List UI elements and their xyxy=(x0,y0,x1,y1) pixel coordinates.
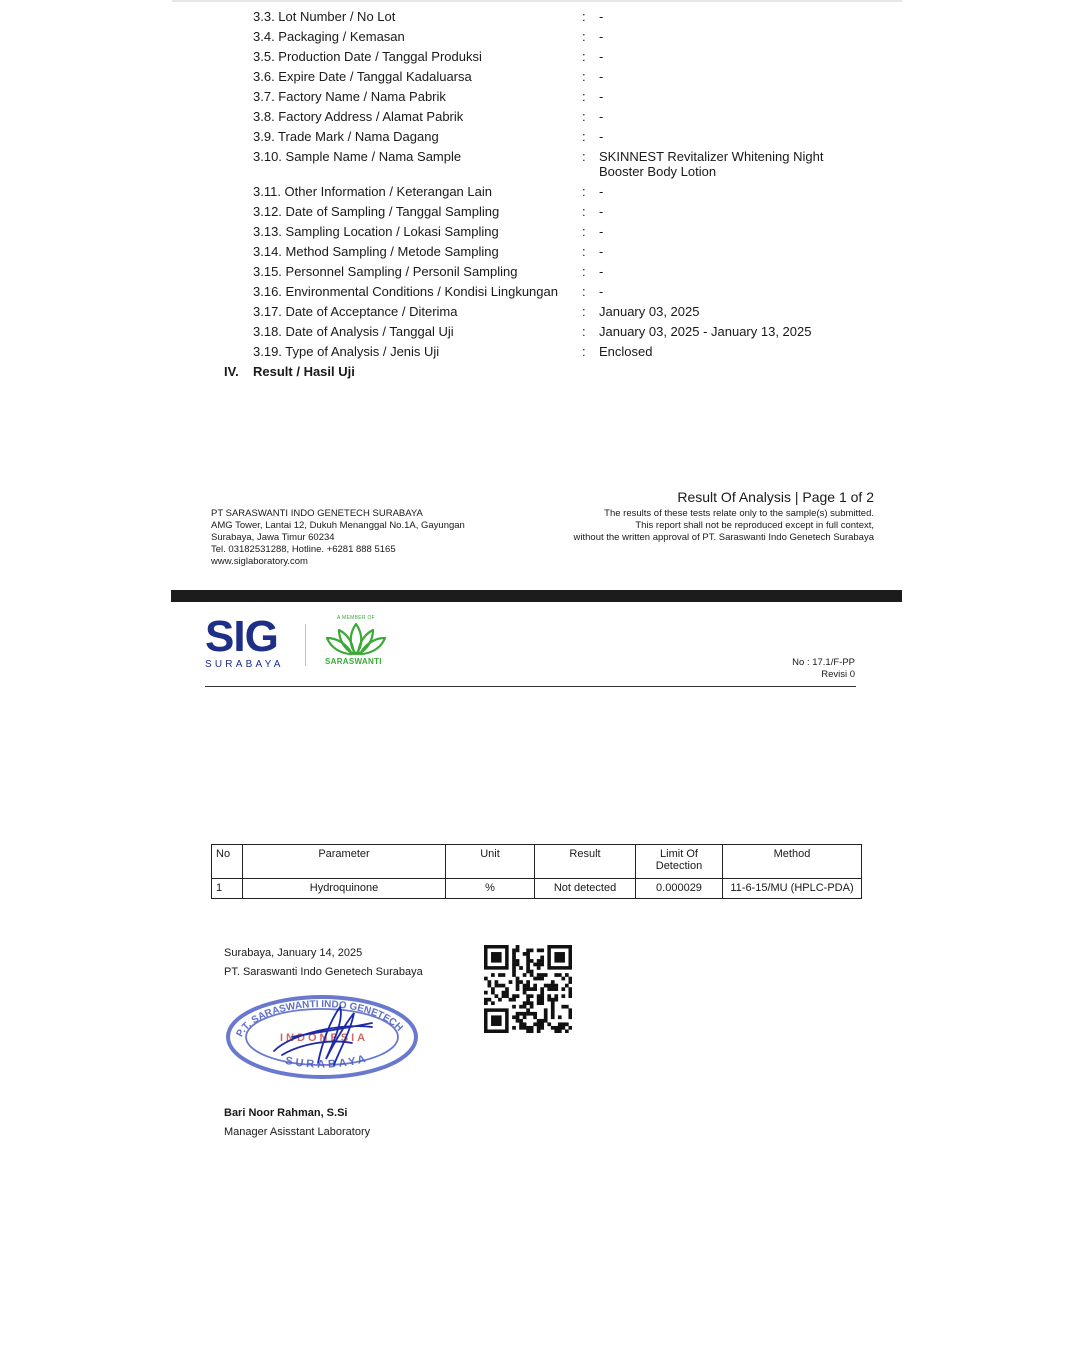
doc-no-line: No : 17.1/F-PP xyxy=(792,657,855,668)
section-number: IV. xyxy=(224,364,239,379)
field-value: - xyxy=(599,224,604,239)
stamp-bottom-text: SURABAYA xyxy=(284,1052,370,1071)
col-method: Method xyxy=(723,845,862,879)
address-line-2: Surabaya, Jawa Timur 60234 xyxy=(211,532,335,543)
disclaimer-note: The results of these tests relate only to the sample(s) submitted. This report shall not be reproduced except in full context, without the written approval of PT. Saraswanti Indo Genetech Surabaya xyxy=(573,508,874,543)
cell-result: Not detected xyxy=(535,879,636,899)
field-colon: : xyxy=(582,149,586,164)
field-value: - xyxy=(599,244,604,259)
field-label: 3.11. Other Information / Keterangan Lain xyxy=(253,184,492,199)
member-of-label: A MEMBER OF xyxy=(337,615,376,621)
field-label: 3.15. Personnel Sampling / Personil Sampling xyxy=(253,264,518,279)
field-value: - xyxy=(599,109,604,124)
field-colon: : xyxy=(582,304,586,319)
field-value: January 03, 2025 - January 13, 2025 xyxy=(599,324,812,339)
field-value: - xyxy=(599,184,604,199)
table-header-row xyxy=(212,845,862,879)
section-title: Result / Hasil Uji xyxy=(253,364,355,379)
field-value: - xyxy=(599,129,604,144)
field-label: 3.4. Packaging / Kemasan xyxy=(253,29,405,44)
header-rule xyxy=(205,686,856,687)
cell-no: 1 xyxy=(212,879,243,899)
cell-unit: % xyxy=(446,879,535,899)
field-colon: : xyxy=(582,344,586,359)
field-colon: : xyxy=(582,69,586,84)
field-colon: : xyxy=(582,224,586,239)
stamp-mid-text: INDONESIA xyxy=(280,1032,369,1044)
field-value: - xyxy=(599,284,604,299)
field-colon: : xyxy=(582,204,586,219)
sig-logo xyxy=(205,612,284,670)
field-label: 3.13. Sampling Location / Lokasi Sampling xyxy=(253,224,499,239)
field-value: - xyxy=(599,89,604,104)
field-label: 3.3. Lot Number / No Lot xyxy=(253,9,396,24)
col-limit-of-detection: Limit Of Detection xyxy=(636,845,723,879)
sign-place-date: Surabaya, January 14, 2025 xyxy=(224,947,363,959)
field-colon: : xyxy=(582,9,586,24)
signatory-title: Manager Asisstant Laboratory xyxy=(224,1126,371,1138)
field-value: - xyxy=(599,204,604,219)
field-colon: : xyxy=(582,89,586,104)
field-label: 3.16. Environmental Conditions / Kondisi Lingkungan xyxy=(253,284,558,299)
page-label: Result Of Analysis | Page 1 of 2 xyxy=(677,489,874,505)
field-value: - xyxy=(599,29,604,44)
field-value: January 03, 2025 xyxy=(599,304,700,319)
company-name: PT SARASWANTI INDO GENETECH SURABAYA xyxy=(211,508,423,519)
field-colon: : xyxy=(582,324,586,339)
col-no: No xyxy=(212,845,243,879)
field-label: 3.14. Method Sampling / Metode Sampling xyxy=(253,244,499,259)
stamp-top-text: P.T. SARASWANTI INDO GENETECH xyxy=(234,998,405,1040)
col-unit: Unit xyxy=(446,845,535,879)
top-edge-line xyxy=(172,0,902,2)
result-table xyxy=(211,844,862,899)
address-line-1: AMG Tower, Lantai 12, Dukuh Menanggal No.1A, Gayungan xyxy=(211,520,465,531)
field-value: - xyxy=(599,69,604,84)
field-value: - xyxy=(599,264,604,279)
document-number xyxy=(792,657,855,681)
field-label: 3.9. Trade Mark / Nama Dagang xyxy=(253,129,439,144)
field-label: 3.6. Expire Date / Tanggal Kadaluarsa xyxy=(253,69,472,84)
field-colon: : xyxy=(582,109,586,124)
sig-logo-text: SIG xyxy=(205,612,278,661)
saraswanti-leaf-icon xyxy=(325,620,387,656)
field-value: Enclosed xyxy=(599,344,653,359)
logo-separator xyxy=(305,624,306,666)
field-label: 3.19. Type of Analysis / Jenis Uji xyxy=(253,344,440,359)
saraswanti-logo-text: SARASWANTI xyxy=(325,657,382,666)
field-colon: : xyxy=(582,184,586,199)
page-divider xyxy=(171,590,902,602)
field-value: - xyxy=(599,49,604,64)
field-colon: : xyxy=(582,29,586,44)
field-label: 3.7. Factory Name / Nama Pabrik xyxy=(253,89,446,104)
field-colon: : xyxy=(582,284,586,299)
cell-method: 11-6-15/MU (HPLC-PDA) xyxy=(723,879,862,899)
field-colon: : xyxy=(582,264,586,279)
field-colon: : xyxy=(582,244,586,259)
field-colon: : xyxy=(582,49,586,64)
revision-line: Revisi 0 xyxy=(821,669,855,680)
website-link[interactable]: www.siglaboratory.com xyxy=(211,556,308,567)
qr-code-icon[interactable] xyxy=(484,945,572,1033)
field-label: 3.10. Sample Name / Nama Sample xyxy=(253,149,462,164)
phone-line: Tel. 03182531288, Hotline. +6281 888 5165 xyxy=(211,544,396,555)
cell-limit: 0.000029 xyxy=(636,879,723,899)
field-value: - xyxy=(599,9,604,24)
field-label: 3.12. Date of Sampling / Tanggal Sampling xyxy=(253,204,500,219)
cell-parameter: Hydroquinone xyxy=(243,879,446,899)
sign-company: PT. Saraswanti Indo Genetech Surabaya xyxy=(224,966,423,978)
table-row xyxy=(212,879,862,899)
field-colon: : xyxy=(582,129,586,144)
company-contact xyxy=(211,508,465,568)
sig-logo-subtext: SURABAYA xyxy=(205,659,284,670)
field-label: 3.8. Factory Address / Alamat Pabrik xyxy=(253,109,464,124)
col-parameter: Parameter xyxy=(243,845,446,879)
field-label: 3.18. Date of Analysis / Tanggal Uji xyxy=(253,324,454,339)
col-result: Result xyxy=(535,845,636,879)
field-label: 3.5. Production Date / Tanggal Produksi xyxy=(253,49,482,64)
field-label: 3.17. Date of Acceptance / Diterima xyxy=(253,304,458,319)
field-value: SKINNEST Revitalizer Whitening Night Booster Body Lotion xyxy=(599,149,824,179)
signatory-name: Bari Noor Rahman, S.Si xyxy=(224,1107,348,1119)
company-stamp xyxy=(222,993,422,1083)
